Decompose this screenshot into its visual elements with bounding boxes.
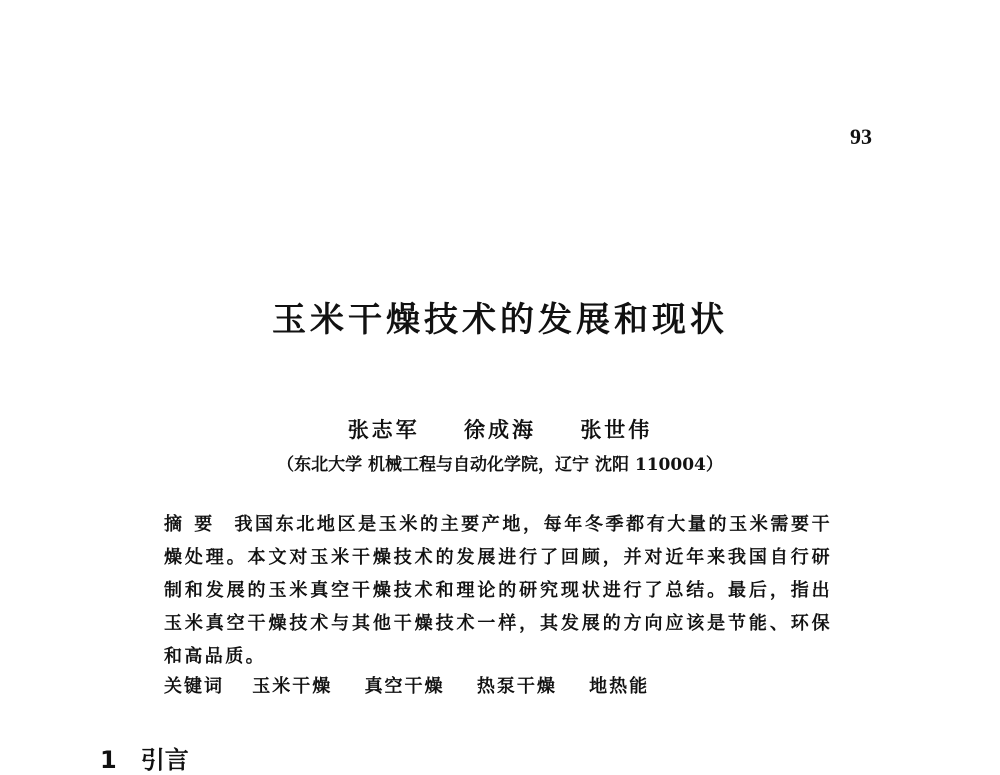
section-heading: [100, 740, 189, 775]
keywords-label: 关键词: [164, 676, 224, 697]
abstract-text: 我国东北地区是玉米的主要产地，每年冬季都有大量的玉米需要干燥处理。本文对玉米干燥技术的发展进行了回顾，并对近年来我国自行研制和发展的玉米真空干燥技术和理论的研究现状进行了总结。最后，指出玉米真空干燥技术与其他干燥技术一样，其发展的方向应该是节能、环保和高品质。: [164, 514, 832, 667]
author-name: 徐成海: [464, 417, 536, 442]
section-number: 1: [100, 746, 117, 774]
abstract-block: [164, 508, 832, 673]
section-title: 引言: [140, 746, 189, 774]
keywords-block: [164, 672, 832, 698]
abstract-label: 摘要: [164, 514, 225, 535]
keyword: 真空干燥: [364, 676, 445, 697]
keyword: 热泵干燥: [476, 676, 557, 697]
paper-title: 玉米干燥技术的发展和现状: [272, 300, 728, 340]
author-name: 张世伟: [580, 417, 653, 442]
author-affiliation: （东北大学 机械工程与自动化学院，辽宁 沈阳 110004）: [277, 455, 723, 475]
keyword: 玉米干燥: [252, 676, 333, 697]
keyword: 地热能: [589, 676, 650, 697]
author-list: [0, 414, 1000, 444]
page-number: 93: [850, 124, 872, 149]
author-name: 张志军: [347, 417, 420, 442]
